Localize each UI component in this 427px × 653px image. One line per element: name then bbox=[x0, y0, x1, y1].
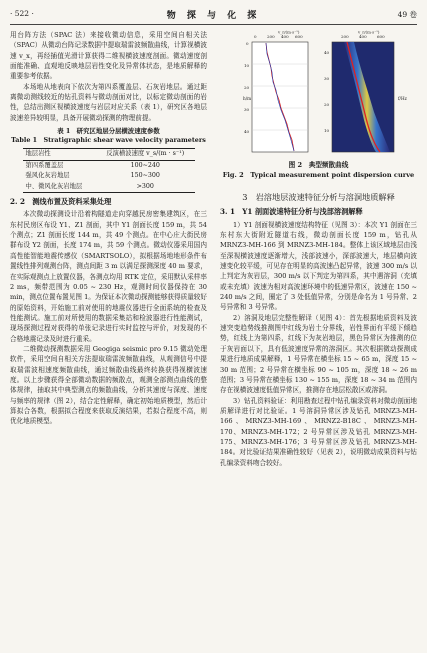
table-cell-velocity: 150~300 bbox=[130, 172, 160, 180]
table-cell-layer: 第四系覆盖层 bbox=[25, 161, 64, 169]
ylabel-depth: h/m bbox=[243, 96, 252, 101]
tick-top-right: 400 bbox=[359, 34, 367, 39]
right-column bbox=[220, 30, 417, 468]
table-cell-velocity: 100~240 bbox=[130, 161, 160, 169]
dispersion-figure-svg bbox=[240, 30, 410, 160]
tick-depth: 0 bbox=[246, 41, 249, 46]
tick-frequency: 30 bbox=[324, 76, 330, 81]
tick-depth: 30 bbox=[244, 107, 250, 112]
tick-depth: 20 bbox=[244, 85, 250, 90]
tick-depth: 40 bbox=[244, 129, 250, 134]
tick-depth: 10 bbox=[244, 63, 250, 68]
table-row bbox=[23, 171, 195, 182]
xlabel-right-panel: v_r/(m·s⁻¹) bbox=[358, 30, 380, 35]
paragraph-site: 本场地从地表向下依次为第四系覆盖层、石灰岩地层。通过距离微动测线较近的钻孔资料与微动剖面对比，以标定微动剖面的岩性，总结出测区视横波速度与岩层对应关系（表 1），研究区各地层波速差异较明显，具备开展微动探测的物理前提。 bbox=[10, 82, 207, 122]
col-header-velocity: 反演横波速度 v_s/(m · s⁻¹) bbox=[106, 150, 185, 158]
tick-top-right: 600 bbox=[377, 34, 385, 39]
left-column bbox=[10, 30, 207, 427]
table-row bbox=[23, 160, 195, 171]
table-cell-velocity: >300 bbox=[136, 182, 154, 190]
journal-title: 物 探 与 化 探 bbox=[166, 11, 261, 21]
section-heading-2-2: 2. 2 测线布置及资料采集处理 bbox=[10, 197, 112, 207]
paragraph-karst-interpretation: 2）溶洞及地层完整性解译（见图 4）：首先根据地质资料及波速突变趋势线推测图中红线为岩土分界线，岩性界面有平缓下倾趋势，红线上为第四系，红线下为灰岩地层，黑色异常区为推测的位于灰岩面以下，具有低波速度异常的溶洞区。其次根据微动探测成果进行地质成果解释，1 号异常在横坐标 15 ~ 65 m，深度 15 ~ 30 m 范围；2 号异常在横坐标 90 ~ 105 m，深度 18 ~ 26 m 范围；3 号异常在横坐标 130 ~ 155 m，深度 18 ~ 34 m 范围内存在视横波速度低值异常区，推测存在地层松散区或溶洞。 bbox=[220, 313, 417, 395]
paragraph-borehole-verification: 3）钻孔资料验证：利用勘查过程中钻孔编录资料对微动剖面地质解译进行对比验证。1 号溶洞异常区涉及钻孔 MRNZ3-MH-166、MRNZ3-MH-169、MRNZ2-B18C、MRNZ3-MH-170、MRNZ3-MH-172；2 号异常区涉及钻孔 MRNZ3-MH-175、MRNZ3-MH-176；3 号异常区涉及钻孔 MRNZ3-MH-184。对比验证结果准确性较好（见表 2），说明微动成果资料与钻孔编录资料吻合较好。 bbox=[220, 396, 417, 467]
volume-label: 49 卷 bbox=[397, 10, 417, 19]
paragraph-spac: 用台阵方法（SPAC 法）来接收微动信息，采用空间自相关法（SPAC）从微动台阵记录数据中提取瑞雷波频散曲线，计算视横波速 v_x，再经插值光滑计算获得二维视横波速度剖面。微动速度剖面能准确、直观地反映地层岩性变化及异常体状态，是地质解释的重要参考依据。 bbox=[10, 31, 207, 81]
tick-frequency: 20 bbox=[324, 102, 330, 107]
paragraph-survey-layout: 本次微动探测设计沿着构隧道走向穿越民房密集建筑区，在三东村民房区布设 Y1、Z1 剖面，其中 Y1 剖面长度 159 m，共 54 个测点；Z1 剖面长度 144 m，共 49 个测点。在中心庄大街民房群布设 Y2 剖面，长度 174 m，共 59 个测点。微动仪器采用国内高性能智能地震传感仪（SMARTSOLO），拟根据场地地形条件布置线性排列观测台阵，测点间距 3 m 以满足探测深度 40 m 要求，在实际观测点上放置仪器，各测点均用 RTK 定位，采用默认采样率 2 ms，频带范围为 0.05 ~ 230 Hz，观测时间仪器保持在 30 min，测点位置布置见图 1。为保证本次微动探测能够获得质量较好的原始资料，开始施工前对使用的地震仪器进行全面系统的检查及性能测试。施工前对所使用的数据采集站和检波器进行性能测试，现场探测过程对获得的单张记录进行实时监控与评价，对发现的不合格地震记录及时进行重采。 bbox=[10, 210, 207, 343]
velocity-table bbox=[23, 148, 195, 193]
table-1-title-cn: 表 1 研究区地层分层横波速度参数 bbox=[57, 127, 160, 136]
tick-top: 0 bbox=[254, 34, 257, 39]
tick-top-right: 200 bbox=[341, 34, 349, 39]
table-cell-layer: 中、微风化灰岩地层 bbox=[25, 182, 83, 190]
table-row bbox=[23, 182, 195, 193]
tick-top: 600 bbox=[295, 34, 303, 39]
section-heading-3-1: 3. 1 Y1 剖面波速特征分析与浅部溶洞解释 bbox=[220, 207, 363, 217]
depth-panel bbox=[252, 42, 308, 152]
page-number: · 522 · bbox=[10, 9, 34, 18]
figure-2-caption-en: Fig. 2 Typical measurement point dispersion curve bbox=[222, 170, 415, 179]
tick-frequency: 40 bbox=[324, 50, 330, 55]
section-heading-3: 3 岩溶地层波速特征分析与溶洞地质解释 bbox=[242, 192, 395, 202]
paragraph-y1-velocity: 1）Y1 剖面视横波速度结构特征（见图 3）：本次 Y1 剖面在三东村东大街附近隧道右线，微动剖面长度 159 m，钻孔从 MRNZ3-MH-166 到 MRNZ3-MH-184。整体上该区域地层由浅至深视横波速度逐渐增大，浅部波速小，深部波速大，地层横向波速变化较平缓，可见存在明显的高波速凸起异常，波速 300 m/s 以上判定为灰岩层，300 m/s 以下判定为第四系，其中遇溶洞（充填或未充填）波速为相对高波速环境中的低速异常区，波速在 150 ~ 240 m/s 之间，圈定了 3 处低值异常，分别是命名为 1 号异常、2 号异常和 3 号异常。 bbox=[220, 220, 417, 312]
figure-2-caption-cn: 图 2 典型频散曲线 bbox=[288, 161, 349, 169]
col-header-layer: 地层岩性 bbox=[25, 150, 51, 158]
page-header bbox=[10, 6, 417, 25]
table-header-row bbox=[23, 149, 195, 161]
tick-frequency: 10 bbox=[324, 128, 330, 133]
table-cell-layer: 强风化灰岩地层 bbox=[25, 172, 70, 180]
tick-top: 400 bbox=[281, 34, 289, 39]
paragraph-processing: 二维微动探测数据采用 Geogiga seismic pro 9.15 微动处理软件，采用空间自相关方法提取瑞雷波频散曲线，从观测信号中提取瑞雷波相速度频散曲线，通过频散曲线最终转换获得视横波速度。以上步骤获得全部微动数据的频散点，观测全部测点曲线的整体规律，抽取其中典型测点的频散曲线，分析其速度与深度、速度与频率的规律（图 2），结合定性解释，确定初始地质模型，然后计算拟合各数，根据拟合程度来获取反演结果，若拟合程度不高，则优化地质模型。 bbox=[10, 344, 207, 426]
xlabel-left-panel: v_r/(m·s⁻¹) bbox=[278, 30, 300, 35]
ylabel-frequency: f/Hz bbox=[398, 96, 407, 101]
figure-2 bbox=[220, 30, 417, 182]
table-1-title-en: Table 1 Stratigraphic shear wave velocity parameters bbox=[11, 136, 206, 145]
tick-top: 200 bbox=[267, 34, 275, 39]
